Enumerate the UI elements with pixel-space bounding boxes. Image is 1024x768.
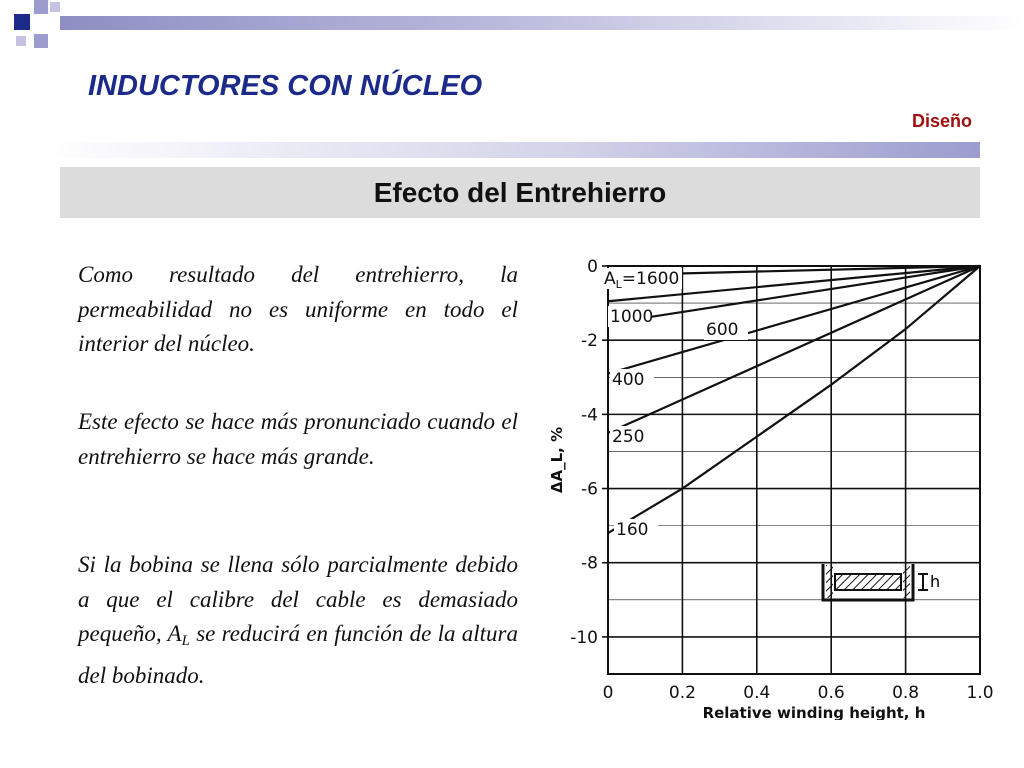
deco-square-dark-1 bbox=[14, 14, 30, 30]
inset-wall-right bbox=[903, 565, 910, 598]
series-label bbox=[612, 370, 644, 390]
series-label-text: 400 bbox=[612, 370, 645, 390]
x-tick-label: 0 bbox=[602, 683, 614, 703]
series-label bbox=[612, 427, 644, 447]
y-tick-label: -2 bbox=[581, 331, 598, 352]
y-tick-label: -8 bbox=[581, 553, 598, 574]
page-title: INDUCTORES CON NÚCLEO bbox=[88, 70, 483, 102]
inset-h-label: h bbox=[930, 572, 941, 591]
y-tick-label: -10 bbox=[570, 627, 598, 648]
y-tick-label: 0 bbox=[587, 257, 598, 277]
paragraph-2: Este efecto se hace más pronunciado cuando el entrehierro se hace más grande. bbox=[78, 409, 518, 469]
y-tick-label: -6 bbox=[581, 479, 598, 500]
top-decor-bar bbox=[60, 16, 1024, 30]
deco-square-light-3 bbox=[34, 34, 48, 48]
inset-wall-left bbox=[826, 565, 833, 598]
section-subtitle: Diseño bbox=[911, 111, 972, 131]
x-axis-title: Relative winding height, h bbox=[702, 704, 926, 720]
series-label bbox=[604, 269, 679, 291]
series-label bbox=[610, 307, 653, 327]
slide-heading: Efecto del Entrehierro bbox=[60, 167, 980, 218]
series-line-160 bbox=[608, 266, 980, 533]
paragraph-1: Como resultado del entrehierro, la permeabilidad no es uniforme en todo el interior del núcleo. bbox=[78, 262, 518, 356]
y-tick-label: -4 bbox=[581, 405, 598, 426]
series-label-text: 1000 bbox=[610, 307, 654, 327]
series-label-subscript: L bbox=[615, 278, 622, 291]
series-label-text: 600 bbox=[706, 320, 739, 340]
x-tick-label: 0.2 bbox=[668, 683, 696, 703]
y-axis-title: ΔA_L, % bbox=[548, 426, 566, 494]
series-line-250 bbox=[608, 266, 980, 433]
x-tick-label: 0.4 bbox=[743, 683, 771, 703]
winding-inset-diagram bbox=[823, 564, 940, 600]
series-label-suffix: =1600 bbox=[621, 269, 680, 289]
series-label-text: 160 bbox=[616, 520, 649, 540]
x-tick-label: 1.0 bbox=[966, 683, 994, 703]
chart-plot-frame bbox=[608, 266, 980, 674]
x-tick-label: 0.8 bbox=[892, 683, 920, 703]
inset-winding bbox=[835, 574, 901, 590]
chart-grid bbox=[608, 266, 980, 674]
series-label-text: A bbox=[604, 269, 616, 289]
paragraph-3 bbox=[78, 548, 518, 693]
paragraph-3-part-1: Si la bobina se llena sólo parcialmente debido a que el calibre del cable es demasiado pequeño, A bbox=[78, 552, 518, 646]
deco-square-light-2 bbox=[50, 2, 60, 12]
x-tick-label: 0.6 bbox=[817, 683, 845, 703]
series-label bbox=[706, 320, 738, 340]
deco-square-light-4 bbox=[16, 36, 26, 46]
deco-square-light-1 bbox=[34, 0, 48, 14]
series-label bbox=[616, 520, 648, 540]
chart bbox=[540, 240, 1000, 720]
chart-series bbox=[608, 266, 980, 533]
paragraph-3-part-2: se reducirá en función de la altura del bobinado. bbox=[78, 621, 518, 688]
mid-decor-bar bbox=[40, 142, 980, 158]
series-label-text: 250 bbox=[612, 427, 645, 447]
paragraph-3-subscript: L bbox=[181, 633, 190, 649]
